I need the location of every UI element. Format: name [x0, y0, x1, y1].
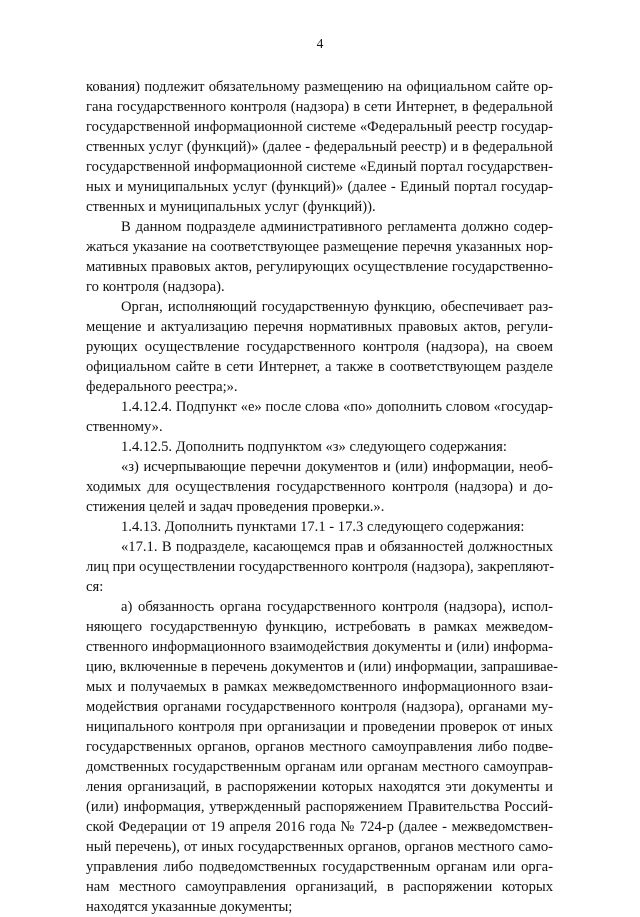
text-line: нам местного самоуправления организаций, в распоряжении которых: [86, 879, 553, 895]
text-line: лиц при осуществлении государственного контроля (надзора), закрепляют-: [86, 559, 555, 575]
text-line: государственной информационной системе «Единый портал государствен-: [86, 159, 553, 175]
text-line: ской Федерации от 19 апреля 2016 года № 724-р (далее - межведомствен-: [86, 819, 553, 835]
text-line: го контроля (надзора).: [86, 279, 225, 295]
text-line: ходимых для осуществления государственного контроля (надзора) и до-: [86, 479, 553, 495]
text-line: цию, включенные в перечень документов и (или) информации, запрашивае-: [86, 659, 558, 675]
text-line: мативных правовых актов, регулирующих осуществление государственно-: [86, 259, 553, 275]
text-line: ных и муниципальных услуг (функций)» (далее - Единый портал государ-: [86, 179, 553, 195]
text-line: Орган, исполняющий государственную функцию, обеспечивает раз-: [121, 299, 553, 315]
text-line: няющего государственную функцию, истребовать в рамках межведом-: [86, 619, 553, 635]
document-body: [86, 77, 558, 917]
text-line: модействия органами государственного контроля (надзора), органами му-: [86, 699, 553, 715]
text-line: (или) информация, утвержденный распоряжением Правительства Россий-: [86, 799, 553, 815]
text-line: официальном сайте в сети Интернет, а также в соответствующем разделе: [86, 359, 553, 375]
text-line: гана государственного контроля (надзора) в сети Интернет, в федеральной: [86, 99, 553, 115]
text-line: мещение и актуализацию перечня нормативных правовых актов, регули-: [86, 319, 553, 335]
text-line: рующих осуществление государственного контроля (надзора), на своем: [86, 339, 553, 355]
text-line: управления либо подведомственных государственным органам или орга-: [86, 859, 553, 875]
text-line: 1.4.13. Дополнить пунктами 17.1 - 17.3 следующего содержания:: [121, 519, 525, 535]
page-number: 4: [316, 36, 324, 51]
text-line: «17.1. В подразделе, касающемся прав и обязанностей должностных: [121, 539, 553, 555]
text-line: государственной информационной системе «Федеральный реестр государ-: [86, 119, 553, 135]
text-line: домственных государственным органам или органам местного самоуправ-: [86, 759, 553, 775]
text-line: «з) исчерпывающие перечни документов и (или) информации, необ-: [121, 459, 553, 475]
text-line: 1.4.12.4. Подпункт «е» после слова «по» дополнить словом «государ-: [121, 399, 553, 415]
text-line: федерального реестра;».: [86, 379, 238, 395]
text-line: находятся указанные документы;: [86, 899, 293, 915]
text-line: ления организаций, в распоряжении которых находятся эти документы и: [86, 779, 553, 795]
text-line: ственного информационного взаимодействия документы и (или) информа-: [86, 639, 553, 655]
text-line: ниципального контроля при организации и проведении проверок от иных: [86, 719, 553, 735]
text-line: ственных услуг (функций)» (далее - федеральный реестр) и в федеральной: [86, 139, 553, 155]
text-line: В данном подразделе административного регламента должно содер-: [121, 219, 553, 235]
text-line: ственному».: [86, 419, 163, 435]
text-line: кования) подлежит обязательному размещению на официальном сайте ор-: [86, 79, 553, 95]
text-line: мых и получаемых в рамках межведомственного информационного взаи-: [86, 679, 553, 695]
text-line: жаться указание на соответствующее размещение перечня указанных нор-: [86, 239, 553, 255]
text-line: государственных органов, органов местного самоуправления либо подве-: [86, 739, 553, 755]
text-line: ся:: [86, 579, 104, 595]
text-line: ственных и муниципальных услуг (функций)).: [86, 199, 376, 215]
text-line: а) обязанность органа государственного контроля (надзора), испол-: [121, 599, 553, 615]
text-line: ный перечень), от иных государственных органов, органов местного само-: [86, 839, 553, 855]
text-line: стижения целей и задач проведения проверки.».: [86, 499, 385, 515]
text-line: 1.4.12.5. Дополнить подпунктом «з» следующего содержания:: [121, 439, 507, 455]
